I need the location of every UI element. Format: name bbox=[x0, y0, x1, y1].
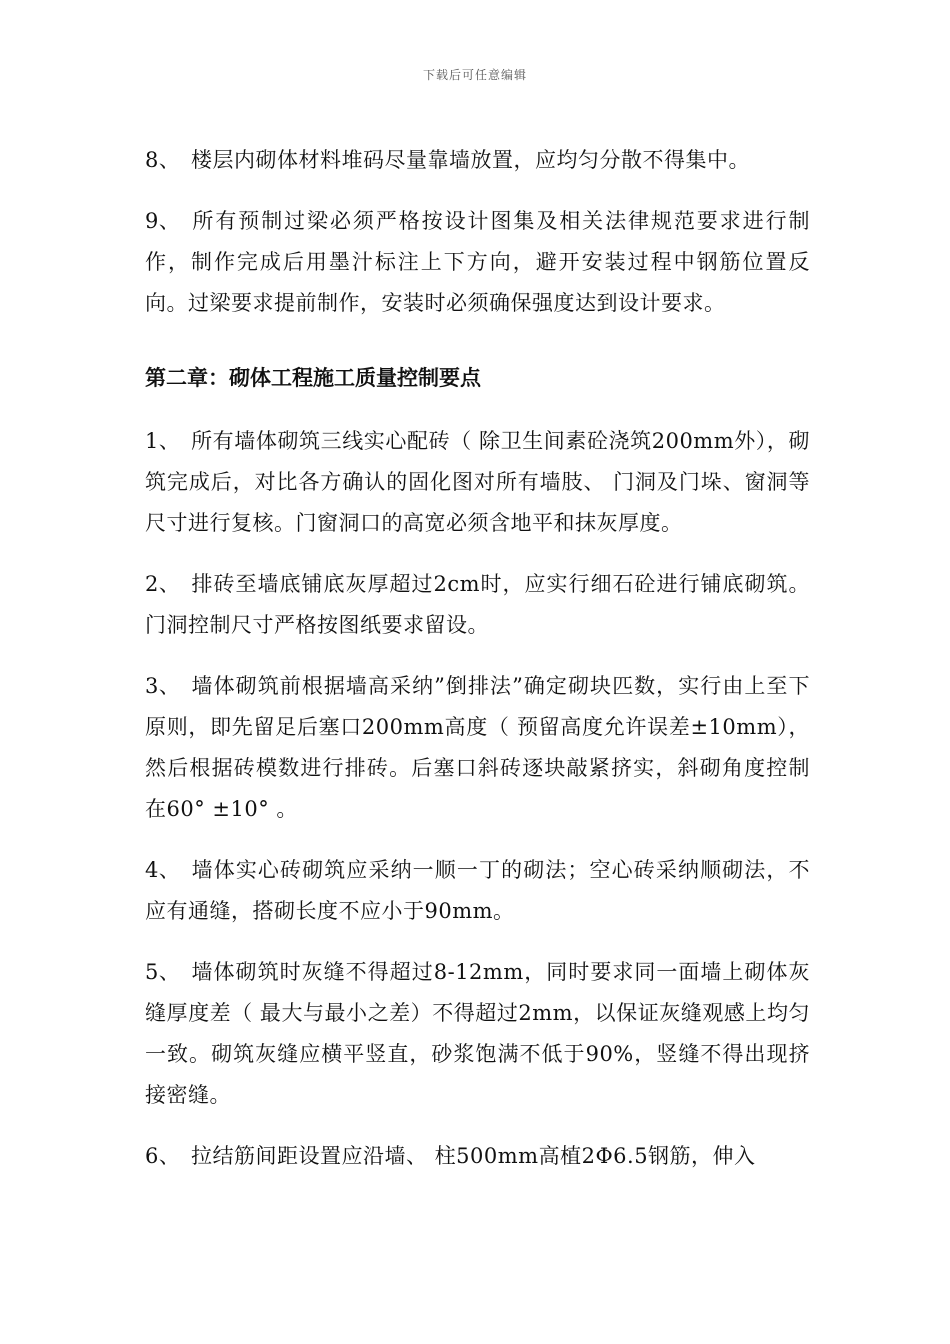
paragraph-item-2 bbox=[145, 564, 810, 646]
paragraph-item-6 bbox=[145, 1136, 810, 1177]
document-body bbox=[145, 140, 810, 1197]
paragraph-number: 2、 bbox=[145, 572, 181, 596]
paragraph-text: 拉结筋间距设置应沿墙、 柱500mm高植2Φ6.5钢筋，伸入 bbox=[191, 1144, 756, 1168]
paragraph-number: 8、 bbox=[145, 148, 181, 172]
paragraph-text: 楼层内砌体材料堆码尽量靠墙放置，应均匀分散不得集中。 bbox=[191, 148, 750, 172]
paragraph-item-9 bbox=[145, 201, 810, 324]
paragraph-number: 3、 bbox=[145, 674, 181, 698]
paragraph-number: 6、 bbox=[145, 1144, 181, 1168]
paragraph-item-5 bbox=[145, 952, 810, 1116]
paragraph-item-1 bbox=[145, 421, 810, 544]
paragraph-text: 墙体砌筑前根据墙高采纳”倒排法”确定砌块匹数，实行由上至下原则，即先留足后塞口200mm高度（ 预留高度允许误差±10mm），然后根据砖模数进行排砖。后塞口斜砖逐块敲紧挤实，斜砌角度控制在60° ±10° 。 bbox=[145, 674, 810, 821]
chapter-title: 第二章：砌体工程施工质量控制要点 bbox=[145, 366, 481, 390]
paragraph-text: 墙体实心砖砌筑应采纳一顺一丁的砌法；空心砖采纳顺砌法，不应有通缝，搭砌长度不应小于90mm。 bbox=[145, 858, 810, 923]
page-header-note: 下载后可任意编辑 bbox=[422, 68, 527, 82]
paragraph-number: 5、 bbox=[145, 960, 181, 984]
paragraph-item-4 bbox=[145, 850, 810, 932]
paragraph-number: 4、 bbox=[145, 858, 181, 882]
paragraph-number: 9、 bbox=[145, 209, 181, 233]
paragraph-item-8 bbox=[145, 140, 810, 181]
paragraph-text: 所有墙体砌筑三线实心配砖（ 除卫生间素砼浇筑200mm外），砌筑完成后，对比各方确认的固化图对所有墙肢、 门洞及门垛、窗洞等尺寸进行复核。门窗洞口的高宽必须含地平和抹灰厚度。 bbox=[145, 429, 810, 535]
paragraph-text: 墙体砌筑时灰缝不得超过8-12mm，同时要求同一面墙上砌体灰缝厚度差（ 最大与最小之差）不得超过2mm，以保证灰缝观感上均匀一致。砌筑灰缝应横平竖直，砂浆饱满不低于90%，竖缝不得出现挤接密缝。 bbox=[145, 960, 810, 1107]
paragraph-number: 1、 bbox=[145, 429, 181, 453]
paragraph-text: 排砖至墙底铺底灰厚超过2cm时，应实行细石砼进行铺底砌筑。门洞控制尺寸严格按图纸要求留设。 bbox=[145, 572, 810, 637]
paragraph-item-3 bbox=[145, 666, 810, 830]
paragraph-text: 所有预制过梁必须严格按设计图集及相关法律规范要求进行制作，制作完成后用墨汁标注上下方向，避开安装过程中钢筋位置反向。过梁要求提前制作，安装时必须确保强度达到设计要求。 bbox=[145, 209, 810, 315]
